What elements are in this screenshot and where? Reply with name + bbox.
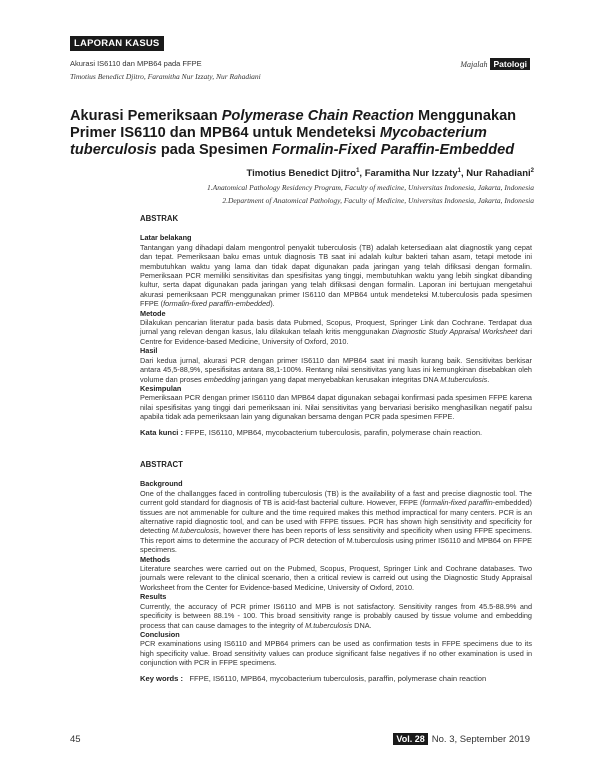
volume-badge: Vol. 28: [393, 733, 427, 745]
latar-heading: Latar belakang: [140, 233, 192, 243]
results-heading: Results: [140, 592, 167, 602]
metode-text: Dilakukan pencarian literatur pada basis data Pubmed, Scopus, Proquest, Springer Link dan Cochrane. Terdapat dua jurnal yang relevan dengan kasus, lalu dilakukan telaah kritis menggunakan Diagnostic Study Appraisal Worksheet dari Centre for Evidence-based Medicine, University of Oxford, 2010.: [140, 318, 532, 346]
journal-logo: [460, 58, 530, 70]
article-title: Akurasi Pemeriksaan Polymerase Chain Reaction Menggunakan Primer IS6110 dan MPB64 untuk Mendeteksi Mycobacterium tuberculosis pada Spesimen Formalin-Fixed Paraffin-Embedded: [70, 108, 517, 158]
results-text: Currently, the accuracy of PCR primer IS6110 and MPB is not satisfactory. Sensitivity ranges from 45.5-88.9% and specificity is between 88.1% - 100. This broad sensitivity range is probably caused by tissue volume and embedding process that can cause damages to the integrity of M.tuberculosis DNA.: [140, 601, 532, 630]
conclusion-text: PCR examinations using IS6110 and MPB64 primers can be used as confirmation tests in FFPE specimens due to its high specificity value. Broad sensitivity values can produce significant false negatives if no other examination is used in conjunction with PCR in FFPE specimens.: [140, 639, 532, 668]
methods-text: Literature searches were carried out on the Pubmed, Scopus, Proquest, Springer Link and Cochrane databases. Two journals were relevant to the clinical scenario, then a critical review is carreid out using the Diagnostic Study Appraisal Worksheet from the Center for Evidence-based Medicine, University of Oxford, 2010.: [140, 564, 532, 592]
conclusion-heading: Conclusion: [140, 629, 180, 639]
background-heading: Background: [140, 479, 183, 489]
kesimpulan-text: Pemeriksaan PCR dengan primer IS6110 dan MPB64 dapat digunakan sebagai konfirmasi pada spesimen FFPE karena nilai spesifisitas yang tinggi dari pemeriksaan ini. Nilai sensitivitas yang bervariasi berisiko menghasilkan negatif palsu apabila tidak ada pemeriksaan lain yang digunakan bersama dengan PCR pada spesimen FFPE.: [140, 393, 532, 422]
metode-heading: Metode: [140, 308, 166, 318]
background-text: One of the challangges faced in controlling tuberculosis (TB) is the availability of a fast and precise diagnostic tool. The current gold standard for diagnosis of TB is acid-fast bacterial culture. However, FFPE (formalin-fixed paraffin-embedded) tissues are not ammenable for culture and the time required makes this method impractical for many centers. PCR is an alternative rapid diagnostic tool, and can be used with FFPE tissues. PCR has shown high sensitivity and specificity for detecting M.tuberculosis, however there has been reports of less sensitivity and specificity when using FFPE specimens. This report aims to determine the accuracy of PCR detection of M.tuberculosis using primer IS6110 and MPB64 on FFPE specimens.: [140, 488, 532, 555]
running-authors: Timotius Benedict Djitro, Faramitha Nur Izzaty, Nur Rahadiani: [70, 72, 261, 81]
author-list: Timotius Benedict Djitro$^1$, Faramitha Nur Izzaty$^1$, Nur Rahadiani$^2$: [246, 168, 534, 180]
issue-info: [393, 733, 530, 745]
issue-text: No. 3, September 2019: [431, 733, 530, 745]
key-words: Key words : FFPE, IS6110, MPB64, mycobacterium tuberculosis, paraffin, polymerase chain reaction: [140, 673, 487, 683]
abstrak-heading: ABSTRAK: [140, 214, 179, 223]
latar-text: Tantangan yang dihadapi dalam mengontrol penyakit tuberculosis (TB) adalah ketersediaan alat diagnostik yang cepat dan tepat. Pemeriksaan baku emas untuk diagnosis TB saat ini adalah kultur bakteri tahan asam, tetapi metode ini membutuhkan waktu yang lama dan tidak dapat digunakan pada jaringan yang telah difiksasi dengan formalin. Pemeriksaan PCR memiliki sensitivitas dan spesifisitas yang tinggi, membutuhkan waktu yang lebih singkat dibanding kultur, serta dapat digunakan pada jaringan yang telah difiksasi dengan formalin. Laporan ini bertujuan mengetahui akurasi pemeriksaan PCR menggunakan primer IS6110 dan MPB64 untuk mendeteksi M.tuberculosis pada spesimen FFPE (formalin-fixed paraffin-embedded).: [140, 242, 532, 309]
affiliation-1: 1.Anatomical Pathology Residency Program, Faculty of medicine, Universitas Indonesia, Jakarta, Indonesia: [207, 183, 534, 192]
journal-prefix: Majalah: [460, 59, 488, 69]
article-type-tag: LAPORAN KASUS: [70, 36, 164, 51]
methods-heading: Methods: [140, 554, 170, 564]
hasil-heading: Hasil: [140, 346, 158, 356]
author-3: Nur Rahadiani: [466, 168, 531, 180]
abstract-heading: ABSTRACT: [140, 460, 183, 469]
abstrak-section: [140, 214, 532, 437]
kesimpulan-heading: Kesimpulan: [140, 383, 182, 393]
kata-kunci: Kata kunci : FFPE, IS6110, MPB64, mycobacterium tuberculosis, parafin, polymerase chain reaction.: [140, 427, 483, 437]
page-number: 45: [70, 734, 81, 745]
running-title: Akurasi IS6110 dan MPB64 pada FFPE: [70, 59, 202, 68]
abstract-section: [140, 460, 532, 683]
author-1: Timotius Benedict Djitro: [246, 168, 357, 180]
hasil-text: Dari kedua jurnal, akurasi PCR dengan primer IS6110 dan MPB64 saat ini masih kurang baik. Sensitivitas berkisar antara 45,5-88,9%, spesifisitas antara 88,1-100%. Rentang nilai sensitivitas yang luas ini kemungkinan disebabkan oleh volume dan proses embedding jaringan yang dapat menyebabkan kerusakan integritas DNA M.tuberculosis.: [140, 355, 532, 384]
affiliation-2: 2.Department of Anatomical Pathology, Faculty of Medicine, Universitas Indonesia, Jakarta, Indonesia: [222, 196, 534, 205]
author-2: Faramitha Nur Izzaty: [364, 168, 458, 180]
journal-name: Patologi: [490, 58, 530, 70]
